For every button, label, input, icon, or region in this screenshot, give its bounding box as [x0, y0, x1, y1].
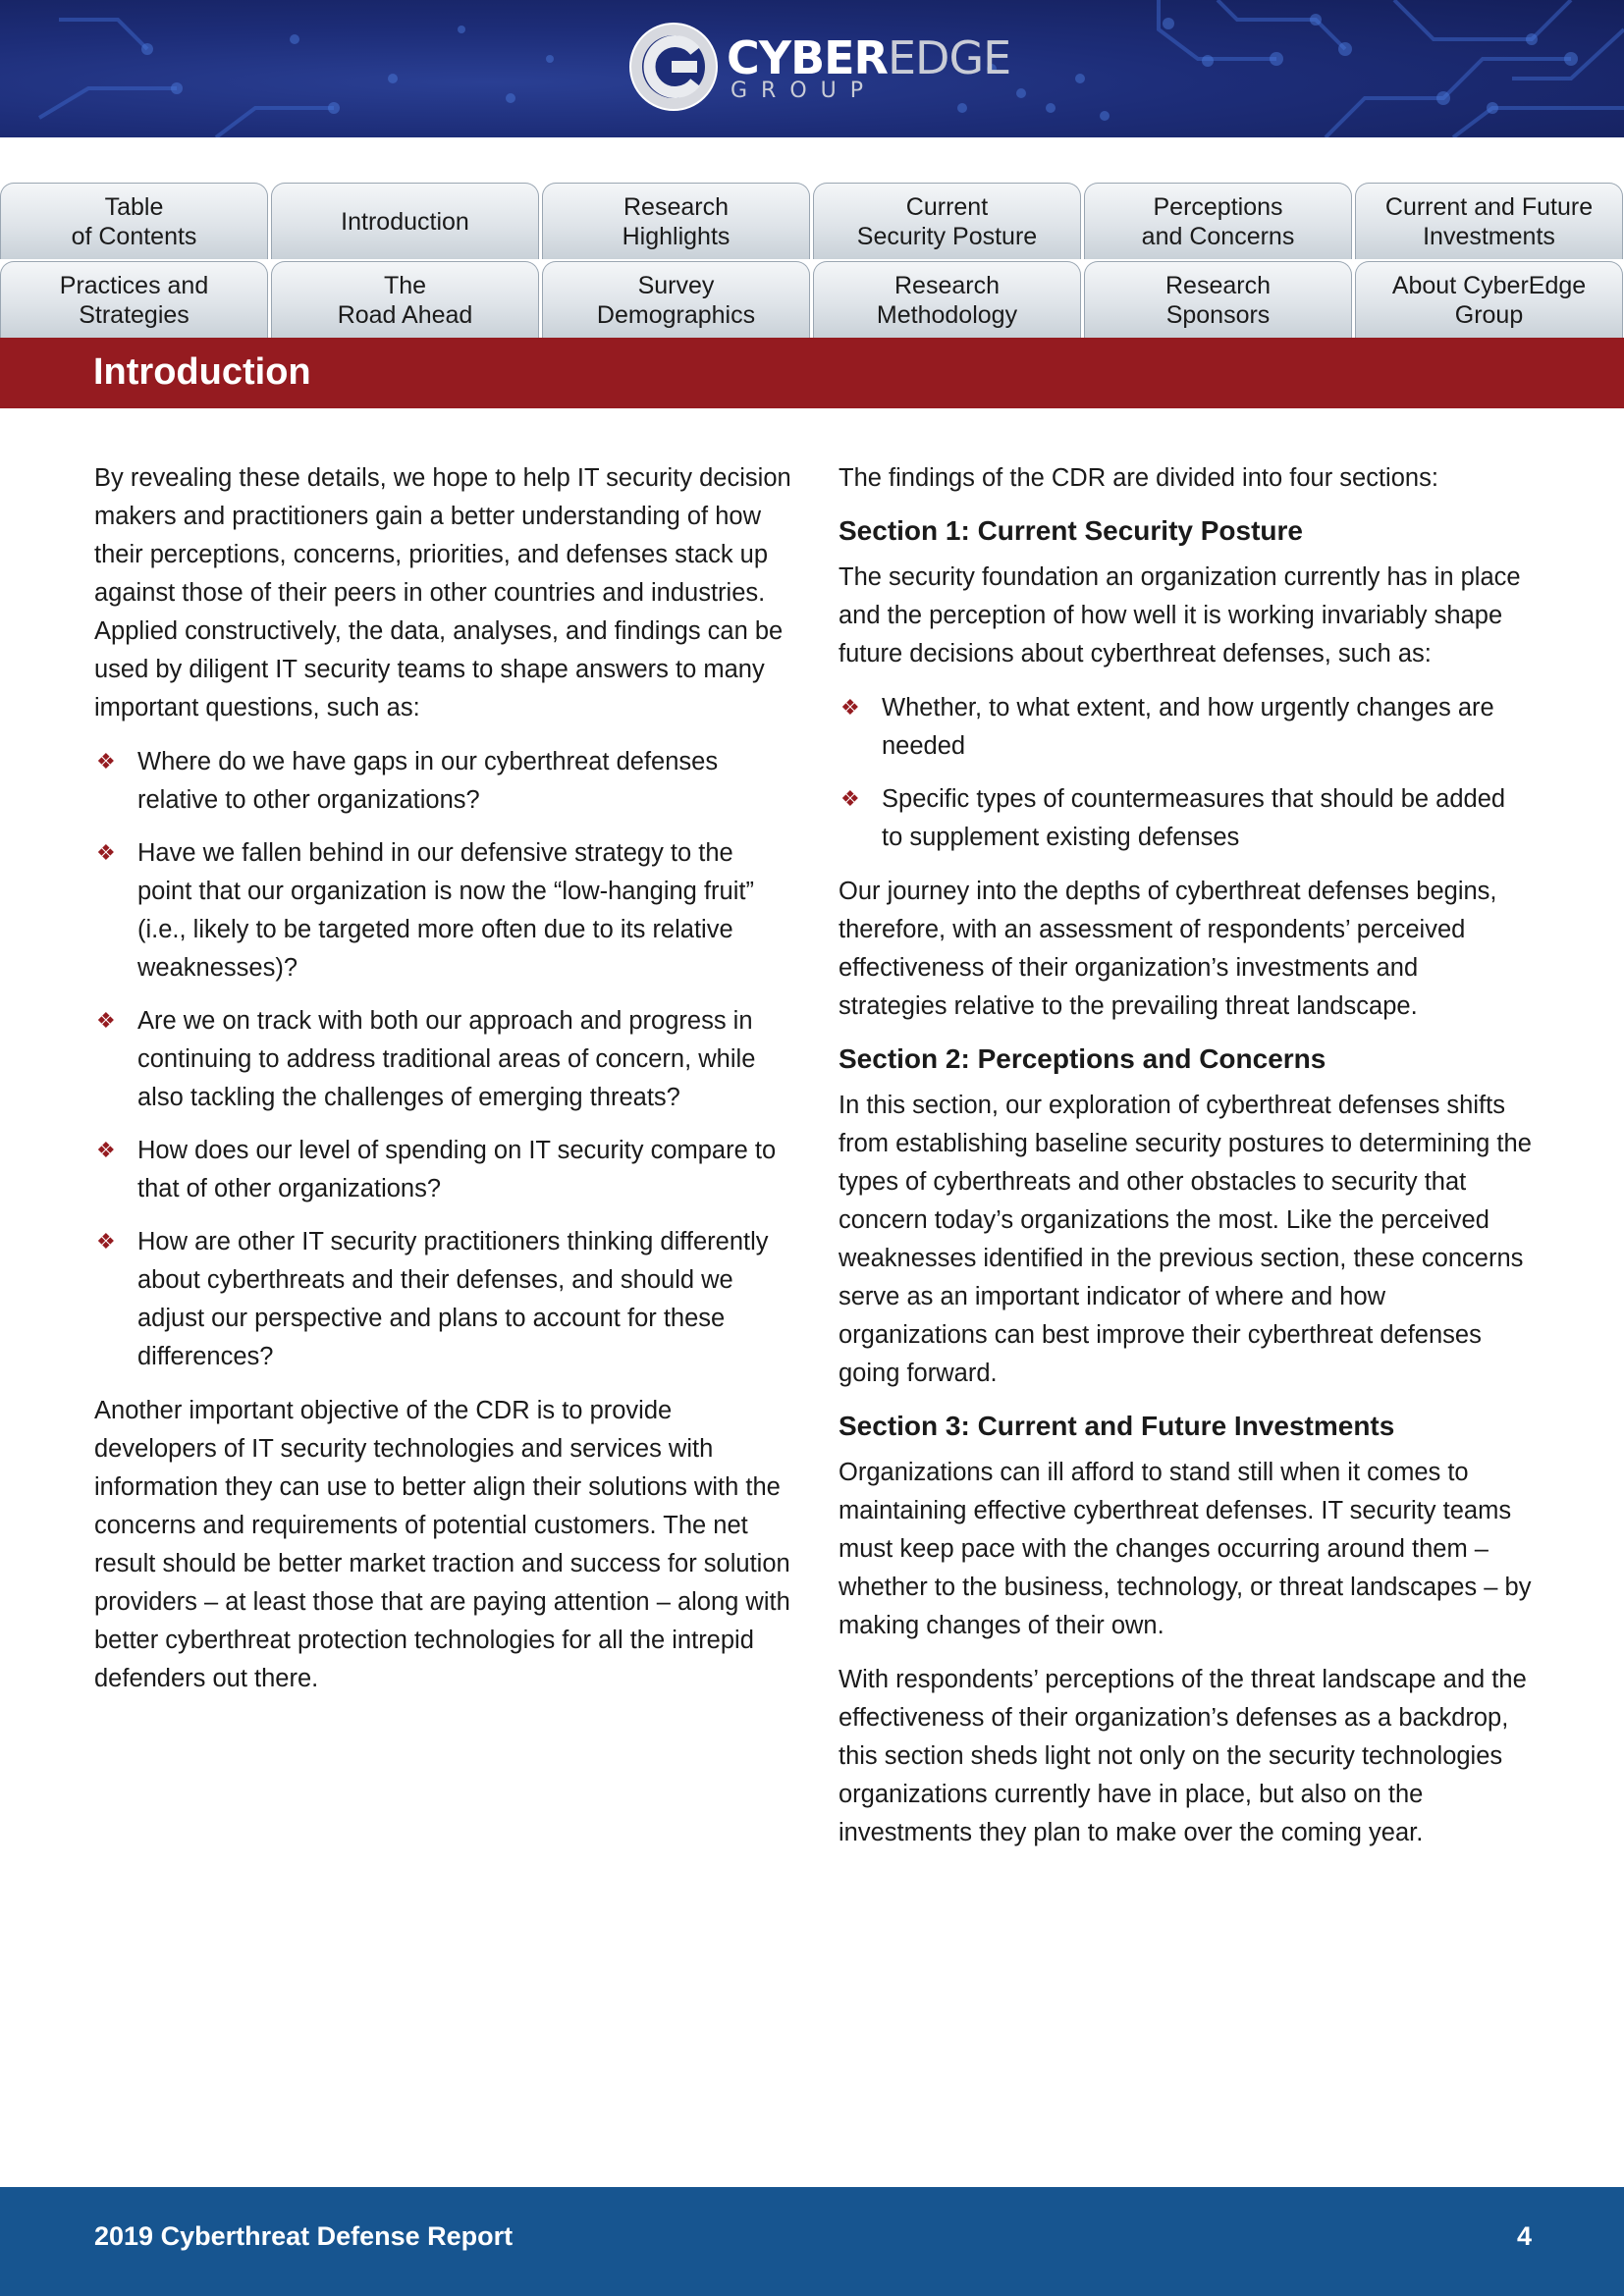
- section-title: Introduction: [93, 351, 311, 393]
- tab-perceptions-and-concerns[interactable]: Perceptions and Concerns: [1084, 183, 1352, 259]
- tab-about-cyberedge-group[interactable]: About CyberEdge Group: [1355, 261, 1623, 338]
- list-item: [839, 780, 1532, 857]
- tab-introduction[interactable]: Introduction: [271, 183, 539, 259]
- diamond-bullet-icon: ❖: [840, 787, 860, 812]
- tab-survey-demographics[interactable]: Survey Demographics: [542, 261, 810, 338]
- section-3-heading: Section 3: Current and Future Investments: [839, 1411, 1395, 1441]
- section-1-list: [839, 689, 1532, 857]
- diamond-bullet-icon: ❖: [96, 1230, 116, 1255]
- report-title: 2019 Cyberthreat Defense Report: [94, 2221, 514, 2251]
- question-list: [94, 743, 793, 1376]
- tab-current-and-future-investments[interactable]: Current and Future Investments: [1355, 183, 1623, 259]
- section-2-heading: Section 2: Perceptions and Concerns: [839, 1043, 1326, 1074]
- cyberedge-logo: [628, 22, 1011, 116]
- section-title-bar: [0, 338, 1624, 408]
- paragraph: Our journey into the depths of cyberthreat defenses begins, therefore, with an assessment of respondents’ perceived effectiveness of their organization’s investments and strategies relative to the prevailing threat landscape.: [839, 878, 1497, 1020]
- list-item-text: How does our level of spending on IT security compare to that of other organizations?: [137, 1137, 777, 1202]
- tab-practices-and-strategies[interactable]: Practices and Strategies: [0, 261, 268, 338]
- list-item: [94, 1223, 793, 1376]
- diamond-bullet-icon: ❖: [96, 841, 116, 866]
- logo-wordmark: [727, 31, 1010, 84]
- list-item: [839, 689, 1532, 766]
- diamond-bullet-icon: ❖: [96, 750, 116, 774]
- diamond-bullet-icon: ❖: [96, 1009, 116, 1034]
- logo-word-group: GROUP: [731, 79, 878, 103]
- tab-current-security-posture[interactable]: Current Security Posture: [813, 183, 1081, 259]
- section-1-heading: Section 1: Current Security Posture: [839, 515, 1304, 546]
- list-item-text: Have we fallen behind in our defensive strategy to the point that our organization is now the “low-hanging fruit” (i.e., likely to be targeted more often due to its relative weaknesses)?: [137, 839, 754, 982]
- paragraph: By revealing these details, we hope to help IT security decision makers and practitioners gain a better understanding of how their perceptions, concerns, priorities, and defenses stack up against those of their peers in other countries and industries. Applied constructively, the data, analyses, and findings can be used by diligent IT security teams to shape answers to many important questions, such as:: [94, 464, 791, 721]
- list-item-text: Are we on track with both our approach and progress in continuing to address traditional areas of concern, while also tackling the challenges of emerging threats?: [137, 1007, 756, 1111]
- list-item-text: Whether, to what extent, and how urgently changes are needed: [882, 694, 1494, 760]
- paragraph: In this section, our exploration of cyberthreat defenses shifts from establishing baseline security postures to determining the types of cyberthreats and other obstacles to security that concern today’s organizations the most. Like the perceived weaknesses identified in the previous section, these concerns serve as an important indicator of where and how organizations can best improve their cyberthreat defenses going forward.: [839, 1092, 1532, 1387]
- paragraph: Organizations can ill afford to stand still when it comes to maintaining effective cyberthreat defenses. IT security teams must keep pace with the changes occurring around them – whether to the business, technology, or threat landscapes – by making changes of their own.: [839, 1459, 1532, 1639]
- diamond-bullet-icon: ❖: [96, 1139, 116, 1163]
- section-nav: [0, 183, 1624, 338]
- list-item: [94, 1002, 793, 1117]
- paragraph: The security foundation an organization currently has in place and the perception of how well it is working invariably shape future decisions about cyberthreat defenses, such as:: [839, 563, 1521, 667]
- list-item: [94, 743, 793, 820]
- list-item-text: How are other IT security practitioners thinking differently about cyberthreats and their defenses, and should we adjust our perspective and plans to account for these differences?: [137, 1228, 769, 1370]
- paragraph: With respondents’ perceptions of the threat landscape and the effectiveness of their organization’s defenses as a backdrop, this section sheds light not only on the security technologies organizations currently have in place, but also on the investments they plan to make over the coming year.: [839, 1666, 1527, 1846]
- cyberedge-logo-mark-icon: [628, 22, 719, 112]
- paragraph: Another important objective of the CDR is to provide developers of IT security technologies and services with information they can use to better align their solutions with the concerns and requirements of potential customers. The net result should be better market traction and success for solution providers – at least those that are paying attention – along with better cyberthreat protection technologies for all the intrepid defenders out there.: [94, 1397, 790, 1692]
- page-number: 4: [1516, 2221, 1532, 2251]
- list-item-text: Specific types of countermeasures that should be added to supplement existing defenses: [882, 785, 1506, 851]
- tab-table-of-contents[interactable]: Table of Contents: [0, 183, 268, 259]
- left-column: [94, 459, 793, 1714]
- diamond-bullet-icon: ❖: [840, 696, 860, 721]
- tab-research-sponsors[interactable]: Research Sponsors: [1084, 261, 1352, 338]
- logo-word-edge: EDGE: [887, 31, 1011, 84]
- tab-research-methodology[interactable]: Research Methodology: [813, 261, 1081, 338]
- header-banner: [0, 0, 1624, 137]
- list-item: [94, 1132, 793, 1208]
- list-item: [94, 834, 793, 988]
- tab-research-highlights[interactable]: Research Highlights: [542, 183, 810, 259]
- page-footer: [0, 2187, 1624, 2296]
- right-column: [839, 459, 1532, 1868]
- logo-word-cyber: CYBER: [727, 31, 888, 84]
- tab-the-road-ahead[interactable]: The Road Ahead: [271, 261, 539, 338]
- paragraph: The findings of the CDR are divided into four sections:: [839, 464, 1438, 492]
- list-item-text: Where do we have gaps in our cyberthreat defenses relative to other organizations?: [137, 748, 719, 814]
